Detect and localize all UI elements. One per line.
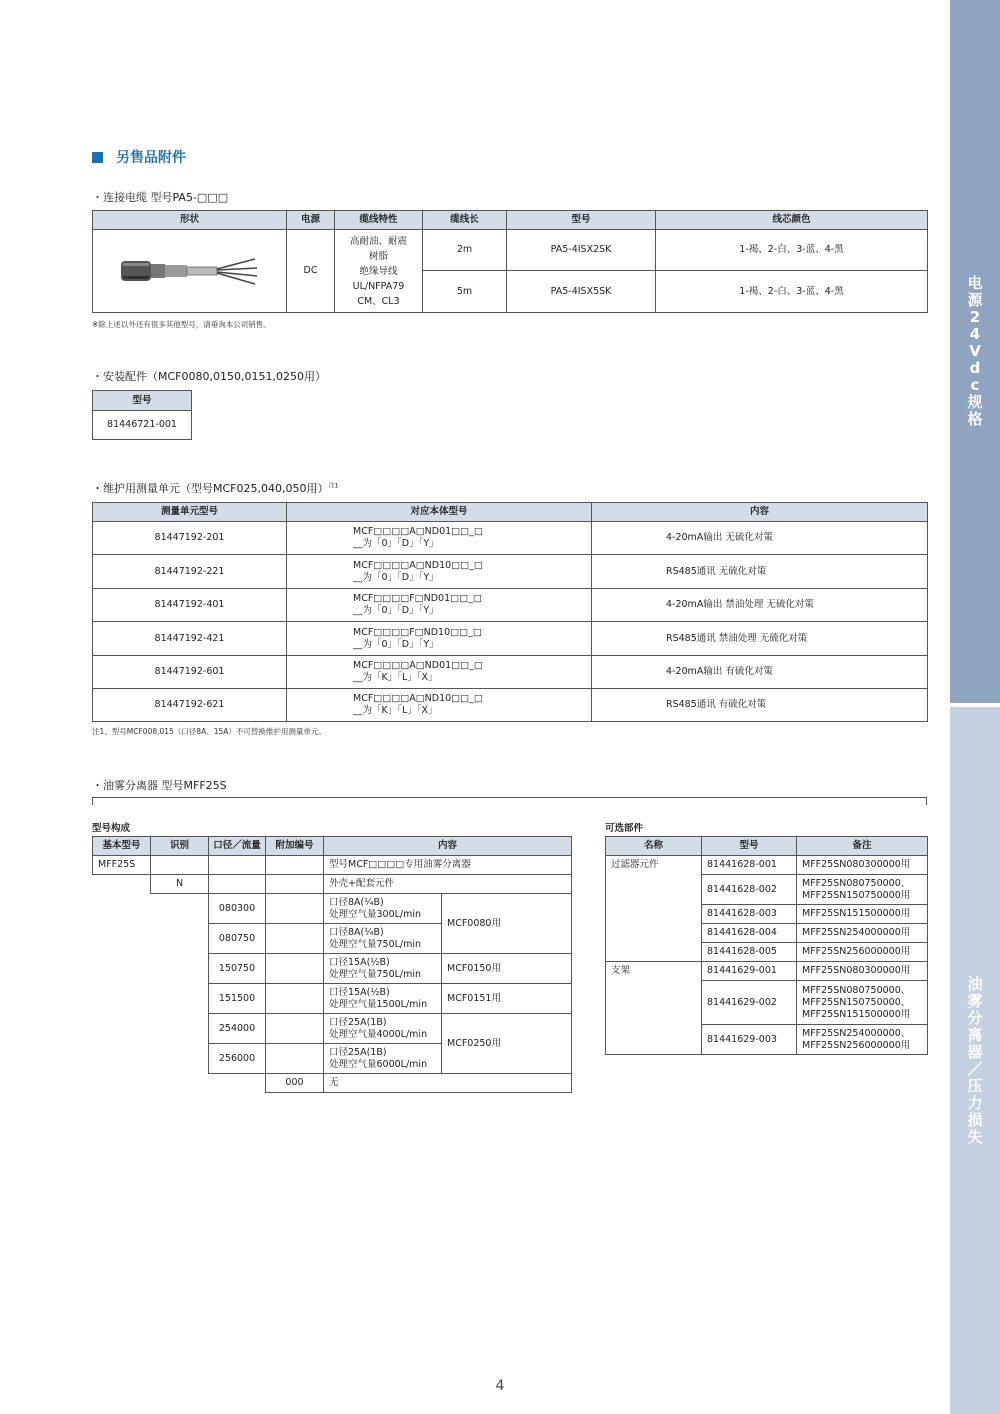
unit-model-cell: 81447192-221 <box>93 555 287 589</box>
cable-power-cell: DC <box>287 230 335 313</box>
cable-length-cell: 2m <box>423 230 507 271</box>
side-tab-char: 力 <box>967 1093 983 1112</box>
usage-cell: MCF0080用 <box>442 894 572 954</box>
table-row <box>93 656 928 689</box>
property-line: UL/NFPA79 <box>352 280 405 292</box>
unit-model-cell: 81447192-601 <box>93 656 287 689</box>
side-tab-char: 4 <box>969 325 981 343</box>
table-row <box>93 894 572 924</box>
size-code-cell: 151500 <box>209 984 266 1014</box>
table-row <box>606 856 928 875</box>
body-model-line: MCF□□□□A□ND10□□_□ <box>353 559 483 571</box>
content-cell: 型号MCF□□□□专用油雾分离器 <box>324 856 572 875</box>
side-tab-char: V <box>969 342 981 360</box>
body-model-line: MCF□□□□F□ND10□□_□ <box>353 626 482 638</box>
side-tab-char: d <box>969 359 981 377</box>
part-note-cell <box>797 924 928 943</box>
optional-parts-table <box>605 836 928 1055</box>
note-line: MFF25SN254000000用 <box>802 927 911 938</box>
size-code-cell: 254000 <box>209 1014 266 1044</box>
table-header-row <box>93 211 928 230</box>
body-model-cell <box>287 656 592 689</box>
property-line: 树脂 <box>368 250 388 262</box>
part-model-cell: 81441628-003 <box>702 905 797 924</box>
part-note-cell <box>797 1025 928 1055</box>
mount-table <box>92 390 192 440</box>
col-header: 形状 <box>93 211 287 230</box>
note-line: MFF25SN254000000、 <box>802 1027 911 1039</box>
side-tab-char: 油 <box>967 974 983 993</box>
note-line: MFF25SN256000000用 <box>802 946 911 957</box>
content-cell: RS485通讯 无硫化对策 <box>592 555 928 589</box>
content-cell <box>324 894 442 924</box>
content-line: 处理空气量750L/min <box>329 938 422 950</box>
cable-model-cell: PA5-4ISX2SK <box>507 230 656 271</box>
cable-table <box>92 210 928 313</box>
side-tab-char: 雾 <box>967 991 983 1010</box>
table-row <box>93 411 192 440</box>
col-header: 线芯颜色 <box>656 211 928 230</box>
size-code-cell: 256000 <box>209 1044 266 1074</box>
part-note-cell <box>797 856 928 875</box>
side-tab-char: 离 <box>967 1025 983 1044</box>
part-model-cell: 81441629-003 <box>702 1025 797 1055</box>
side-tab-power-spec <box>950 0 1000 703</box>
content-cell: RS485通讯 禁油处理 无硫化对策 <box>592 622 928 656</box>
body-model-line: MCF□□□□A□ND10□□_□ <box>353 693 483 704</box>
table-header-row <box>93 503 928 522</box>
unit-model-cell: 81447192-421 <box>93 622 287 656</box>
col-header: 内容 <box>324 837 572 856</box>
note-line: MFF25SN150750000用 <box>802 889 911 901</box>
content-cell <box>324 1014 442 1044</box>
col-header: 内容 <box>592 503 928 522</box>
content-line: 口径15A(½B) <box>329 956 390 968</box>
part-model-cell: 81441629-002 <box>702 981 797 1025</box>
table-row <box>93 1014 572 1044</box>
side-tab-mist-separator <box>950 707 1000 1414</box>
table-row <box>93 856 572 875</box>
model-structure-label: 型号构成 <box>92 823 131 834</box>
col-header: 电源 <box>287 211 335 230</box>
cable-length-cell: 5m <box>423 271 507 313</box>
note-line: MFF25SN080300000用 <box>802 965 911 976</box>
table-row <box>93 875 572 894</box>
measure-subtitle-text: ・维护用测量单元（型号MCF025,040,050用） <box>92 482 329 495</box>
size-code-cell: 080750 <box>209 924 266 954</box>
body-model-line: __为「0」「D」「Y」 <box>353 605 439 616</box>
content-line: 口径15A(½B) <box>329 986 390 998</box>
content-cell: 4-20mA输出 禁油处理 无硫化对策 <box>592 589 928 622</box>
content-line: 处理空气量6000L/min <box>329 1058 428 1070</box>
cable-model-cell: PA5-4ISX5SK <box>507 271 656 313</box>
body-model-cell <box>287 589 592 622</box>
content-line: 口径8A(¼B) <box>329 896 384 908</box>
note-line: MFF25SN151500000用 <box>802 908 911 919</box>
mount-subtitle: ・安装配件（MCF0080,0150,0151,0250用） <box>92 370 326 383</box>
body-model-line: __为「0」「D」「Y」 <box>353 571 439 583</box>
usage-cell: MCF0151用 <box>442 984 572 1014</box>
table-header-row <box>606 837 928 856</box>
content-line: 口径25A(1B) <box>329 1046 387 1058</box>
side-tab-char: 器 <box>967 1042 983 1061</box>
col-header: 对应本体型号 <box>287 503 592 522</box>
body-model-line: MCF□□□□A□ND01□□_□ <box>353 526 483 537</box>
body-model-line: MCF□□□□A□ND01□□_□ <box>353 660 483 671</box>
body-model-cell <box>287 689 592 722</box>
part-note-cell <box>797 905 928 924</box>
part-note-cell <box>797 943 928 962</box>
body-model-line: __为「K」「L」「X」 <box>353 705 438 716</box>
property-line: 绝缘导线 <box>359 265 398 277</box>
side-tab-char: 格 <box>967 410 983 428</box>
unit-model-cell: 81447192-401 <box>93 589 287 622</box>
col-header: 型号 <box>702 837 797 856</box>
body-model-line: __为「0」「D」「Y」 <box>353 538 439 549</box>
table-row <box>93 689 928 722</box>
side-tab-char: 2 <box>969 308 981 326</box>
measure-subtitle <box>92 480 338 496</box>
part-model-cell: 81441628-005 <box>702 943 797 962</box>
content-cell: 4-20mA输出 无硫化对策 <box>592 522 928 555</box>
section-divider <box>92 797 927 805</box>
part-name-cell: 支架 <box>606 962 702 1055</box>
square-icon <box>92 152 103 163</box>
content-line: 口径8A(¼B) <box>329 926 384 938</box>
col-header: 口径／流量 <box>209 837 266 856</box>
content-line: 处理空气量300L/min <box>329 908 422 920</box>
col-header: 基本型号 <box>93 837 151 856</box>
base-model-cell: MFF25S <box>93 856 151 875</box>
side-tab-char: 压 <box>967 1076 983 1095</box>
part-note-cell <box>797 962 928 981</box>
property-line: 高耐油、耐震 <box>349 235 407 247</box>
content-cell: 无 <box>324 1074 572 1093</box>
table-row <box>93 522 928 555</box>
table-row <box>93 954 572 984</box>
page-number: 4 <box>495 1378 505 1394</box>
side-tab-char: 分 <box>967 1008 983 1027</box>
part-model-cell: 81441628-004 <box>702 924 797 943</box>
cable-subtitle: ・连接电缆 型号PA5-□□□ <box>92 191 229 204</box>
table-row <box>93 555 928 589</box>
side-tab-char: c <box>970 376 980 394</box>
content-cell <box>324 954 442 984</box>
note-line: MFF25SN080750000、 <box>802 984 911 996</box>
table-row <box>93 589 928 622</box>
col-header: 测量单元型号 <box>93 503 287 522</box>
note-line: MFF25SN256000000用 <box>802 1039 911 1051</box>
body-model-line: __为「0」「D」「Y」 <box>353 638 439 650</box>
measure-note: 注1、型号MCF008,015（口径8A、15A）不可替换维护用测量单元。 <box>92 727 326 736</box>
side-tab-char: ／ <box>967 1059 983 1078</box>
table-row <box>93 230 928 271</box>
content-cell: 4-20mA输出 有硫化对策 <box>592 656 928 689</box>
note-line: MFF25SN080750000、 <box>802 877 911 889</box>
content-cell: 外壳+配套元件 <box>324 875 572 894</box>
content-cell <box>324 924 442 954</box>
body-model-line: __为「K」「L」「X」 <box>353 672 438 683</box>
table-row <box>606 962 928 981</box>
content-line: 处理空气量4000L/min <box>329 1028 428 1040</box>
body-model-line: MCF□□□□F□ND01□□_□ <box>353 593 482 604</box>
section-title <box>92 147 186 167</box>
table-header-row <box>93 391 192 411</box>
part-model-cell: 81441629-001 <box>702 962 797 981</box>
side-tab-char: 规 <box>967 393 983 411</box>
col-header: 识别 <box>151 837 209 856</box>
content-line: 处理空气量1500L/min <box>329 998 428 1010</box>
unit-model-cell: 81447192-621 <box>93 689 287 722</box>
part-name-cell: 过滤器元件 <box>606 856 702 962</box>
cable-color-cell: 1-褐、2-白、3-蓝、4-黑 <box>656 230 928 271</box>
section-title-text: 另售品附件 <box>116 150 186 166</box>
content-line: 处理空气量750L/min <box>329 968 422 980</box>
note-line: MFF25SN080300000用 <box>802 859 911 870</box>
cable-property-cell <box>335 230 423 313</box>
part-note-cell <box>797 875 928 905</box>
property-line: CM、CL3 <box>357 295 400 307</box>
note-line: MFF25SN151500000用 <box>802 1008 911 1020</box>
col-header: 缆线特性 <box>335 211 423 230</box>
table-row <box>93 622 928 656</box>
col-header: 附加编号 <box>266 837 324 856</box>
extra-code-cell: 000 <box>266 1074 324 1093</box>
size-code-cell: 080300 <box>209 894 266 924</box>
content-cell <box>324 984 442 1014</box>
cable-connector-image <box>115 251 265 291</box>
size-code-cell: 150750 <box>209 954 266 984</box>
usage-cell: MCF0250用 <box>442 1014 572 1074</box>
table-row <box>93 1074 572 1093</box>
note-ref: 注1 <box>328 482 339 490</box>
col-header: 备注 <box>797 837 928 856</box>
mount-model-cell: 81446721-001 <box>93 411 192 440</box>
col-header: 缆线长 <box>423 211 507 230</box>
content-cell <box>324 1044 442 1074</box>
model-structure-table <box>92 836 572 1093</box>
body-model-cell <box>287 522 592 555</box>
body-model-cell <box>287 622 592 656</box>
unit-model-cell: 81447192-201 <box>93 522 287 555</box>
usage-cell: MCF0150用 <box>442 954 572 984</box>
optional-parts-label: 可选部件 <box>605 823 644 834</box>
col-header: 型号 <box>93 391 192 411</box>
ident-cell: N <box>151 875 209 894</box>
cable-shape-cell <box>93 230 287 313</box>
mff-subtitle: ・油雾分离器 型号MFF25S <box>92 779 227 792</box>
content-cell: RS485通讯 有硫化对策 <box>592 689 928 722</box>
col-header: 名称 <box>606 837 702 856</box>
side-tab-char: 电 <box>967 274 983 292</box>
side-tab-char: 失 <box>967 1127 983 1146</box>
side-tab-char: 损 <box>967 1110 983 1129</box>
measure-table <box>92 502 928 722</box>
side-tab-char: 源 <box>967 291 983 309</box>
part-model-cell: 81441628-001 <box>702 856 797 875</box>
table-row <box>93 984 572 1014</box>
cable-color-cell: 1-褐、2-白、3-蓝、4-黑 <box>656 271 928 313</box>
col-header: 型号 <box>507 211 656 230</box>
cable-note: ※除上述以外还有很多其他型号，请垂询本公司销售。 <box>92 320 271 329</box>
part-model-cell: 81441628-002 <box>702 875 797 905</box>
body-model-cell <box>287 555 592 589</box>
part-note-cell <box>797 981 928 1025</box>
content-line: 口径25A(1B) <box>329 1016 387 1028</box>
table-header-row <box>93 837 572 856</box>
note-line: MFF25SN150750000、 <box>802 996 911 1008</box>
